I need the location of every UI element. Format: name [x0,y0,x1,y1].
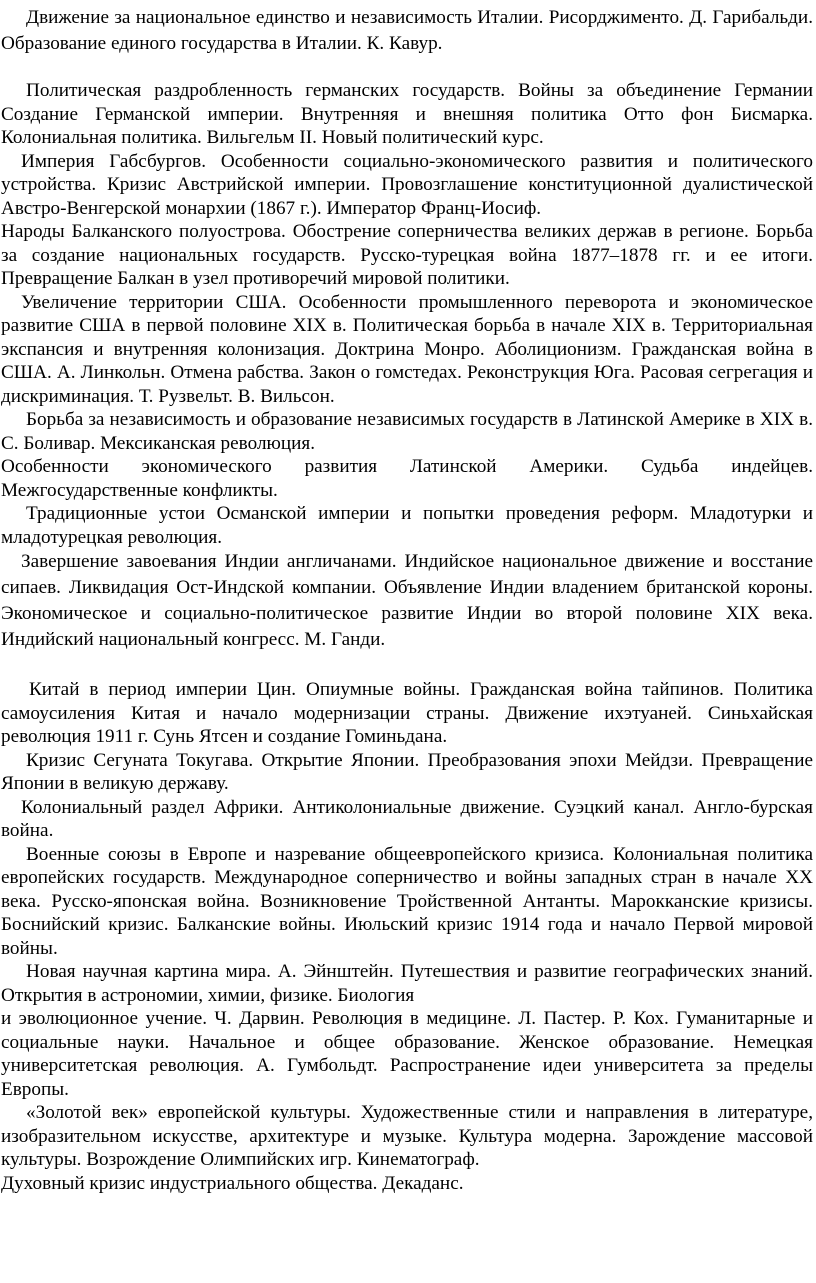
paragraph-italy-unification: Движение за национальное единство и независимость Италии. Рисорджименто. Д. Гарибальди. Образование единого государства в Италии. К. Кавур. [1,7,813,54]
paragraph-japan: Кризис Сегуната Токугава. Открытие Японии. Преобразования эпохи Мейдзи. Превращение Японии в великую державу. [1,749,813,794]
paragraph-balkan-peoples: Народы Балканского полуострова. Обострение соперничества великих держав в регионе. Борьба за создание национальных государств. Русско-турецкая война 1877–1878 гг. и ее итоги. Превращение Балкан в узел противоречий мировой политики. [1,221,813,289]
paragraph-latin-america-independence: Борьба за независимость и образование независимых государств в Латинской Америке в XIX в. С. Боливар. Мексиканская революция. [1,409,813,454]
paragraph-china: Китай в период империи Цин. Опиумные войны. Гражданская война тайпинов. Политика самоусиления Китая и начало модернизации страны. Движение ихэтуаней. Синьхайская революция 1911 г. Сунь Ятсен и создание Гоминьдана. [1,679,813,747]
paragraph-science-continued: и эволюционное учение. Ч. Дарвин. Революция в медицине. Л. Пастер. Р. Кох. Гуманитарные и социальные науки. Начальное и общее образование. Женское образование. Немецкая университетская революция. А. Гумбольдт. Распространение идеи университета за пределы Европы. [1,1008,813,1100]
paragraph-latin-america-economy: Особенности экономического развития Латинской Америки. Судьба индейцев. Межгосударственные конфликты. [1,456,813,501]
paragraph-africa: Колониальный раздел Африки. Антиколониальные движение. Суэцкий канал. Англо-бурская война. [1,796,813,841]
paragraph-spiritual-crisis: Духовный кризис индустриального общества. Декаданс. [1,1172,464,1194]
paragraph-military-alliances: Военные союзы в Европе и назревание общеевропейского кризиса. Колониальная политика европейских государств. Международное соперничество и войны западных стран в начале XX века. Русско-японская война. Возникновение Тройственной Антанты. Марокканские кризисы. Боснийский кризис. Балканские войны. Июльский кризис 1914 года и начало Первой мировой войны. [1,843,813,959]
paragraph-ottoman-empire: Традиционные устои Османской империи и попытки проведения реформ. Младотурки и младотурецкая революция. [1,503,813,548]
paragraph-habsburg-empire: Империя Габсбургов. Особенности социально-экономического развития и политического устройства. Кризис Австрийской империи. Провозглашение конституционной дуалистической Австро-Венгерской монархии (1867 г.). Император Франц-Иосиф. [1,150,813,219]
paragraph-science: Новая научная картина мира. А. Эйнштейн. Путешествия и развитие географических знаний. Открытия в астрономии, химии, физике. Биология [1,961,813,1006]
paragraph-germany-unification: Политическая раздробленность германских государств. Войны за объединение Германии Создание Германской империи. Внутренняя и внешняя политика Отто фон Бисмарка. Колониальная политика. Вильгельм II. Новый политический курс. [1,80,813,148]
paragraph-usa: Увеличение территории США. Особенности промышленного переворота и экономическое развитие США в первой половине XIX в. Политическая борьба в начале XIX в. Территориальная экспансия и внутренняя колонизация. Доктрина Монро. Аболиционизм. Гражданская война в США. А. Линкольн. Отмена рабства. Закон о гомстедах. Реконструкция Юга. Расовая сегрегация и дискриминация. Т. Рузвельт. В. Вильсон. [1,291,813,407]
document-page [1,0,813,1195]
paragraph-golden-age-culture: «Золотой век» европейской культуры. Художественные стили и направления в литературе, изобразительном искусстве, архитектуре и музыке. Культура модерна. Зарождение массовой культуры. Возрождение Олимпийских игр. Кинематограф. [1,1102,813,1170]
paragraph-india: Завершение завоевания Индии англичанами. Индийское национальное движение и восстание сипаев. Ликвидация Ост-Индской компании. Объявление Индии владением британской короны. Экономическое и социально-политическое развитие Индии во второй половине XIX века. Индийский национальный конгресс. М. Ганди. [1,551,813,650]
